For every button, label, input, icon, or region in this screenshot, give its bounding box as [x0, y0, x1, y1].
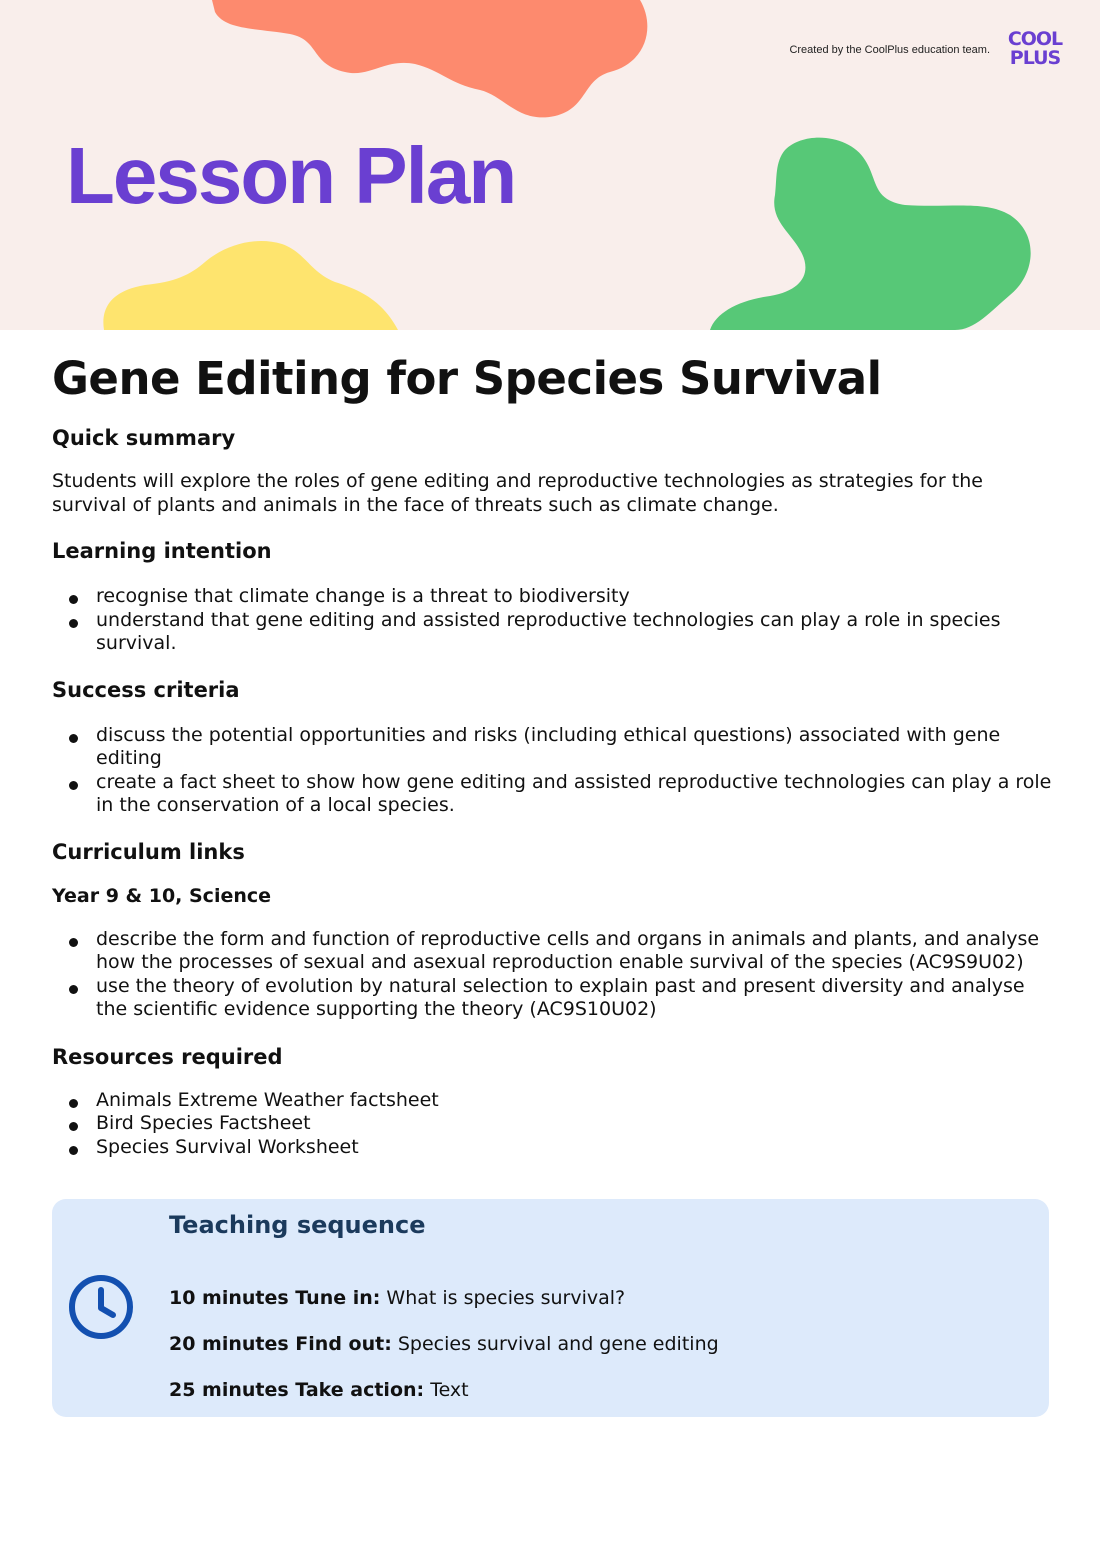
list-item: use the theory of evolution by natural selection to explain past and present diversity and analyse the scientific evidence supporting the theory (AC9S10U02): [52, 975, 1052, 1022]
step-text: What is species survival?: [386, 1287, 626, 1309]
credit-text: Created by the CoolPlus education team.: [789, 44, 990, 56]
logo-line-2: PLUS: [1009, 47, 1061, 69]
step-text: Text: [430, 1379, 469, 1401]
curriculum-subheading: Year 9 & 10, Science: [52, 884, 272, 907]
step-text: Species survival and gene editing: [397, 1333, 719, 1355]
teaching-sequence-panel: [52, 1199, 1049, 1417]
sequence-step-take-action: [169, 1378, 469, 1402]
success-criteria-list: [52, 724, 1052, 818]
learning-intention-list: [52, 585, 1052, 656]
list-item: Bird Species Factsheet: [52, 1112, 1052, 1136]
teaching-sequence-heading: Teaching sequence: [169, 1211, 426, 1239]
list-item: Species Survival Worksheet: [52, 1136, 1052, 1160]
success-criteria-heading: Success criteria: [52, 677, 240, 702]
resources-heading: Resources required: [52, 1044, 283, 1069]
lesson-content: [52, 348, 1052, 1159]
step-label: 25 minutes Take action:: [169, 1379, 425, 1401]
quick-summary-text: Students will explore the roles of gene editing and reproductive technologies as strategies for the survival of plants and animals in the face of threats such as climate change.: [52, 470, 983, 516]
step-label: 20 minutes Find out:: [169, 1333, 392, 1355]
list-item: discuss the potential opportunities and risks (including ethical questions) associated with gene editing: [52, 724, 1052, 771]
sequence-step-find-out: [169, 1332, 719, 1356]
coolplus-logo: [1002, 30, 1068, 74]
orange-blob: [212, 0, 647, 117]
lesson-plan-title: Lesson Plan: [66, 131, 516, 220]
list-item: describe the form and function of reproductive cells and organs in animals and plants, and analyse how the processes of sexual and asexual reproduction enable survival of the species (AC9S9U02): [52, 928, 1052, 975]
clock-icon: [67, 1273, 135, 1341]
step-label: 10 minutes Tune in:: [169, 1287, 381, 1309]
list-item: understand that gene editing and assisted reproductive technologies can play a role in species survival.: [52, 609, 1052, 656]
logo-line-1: COOL: [1007, 28, 1063, 50]
list-item: recognise that climate change is a threat to biodiversity: [52, 585, 1052, 609]
curriculum-links-list: [52, 928, 1052, 1022]
green-blob: [710, 138, 1031, 330]
list-item: Animals Extreme Weather factsheet: [52, 1089, 1052, 1113]
yellow-blob: [103, 241, 398, 330]
list-item: create a fact sheet to show how gene editing and assisted reproductive technologies can play a role in the conservation of a local species.: [52, 771, 1052, 818]
curriculum-links-heading: Curriculum links: [52, 839, 245, 864]
header-banner: [0, 0, 1100, 330]
lesson-title: Gene Editing for Species Survival: [52, 352, 882, 405]
resources-list: [52, 1089, 1052, 1160]
learning-intention-heading: Learning intention: [52, 539, 272, 563]
quick-summary-heading: Quick summary: [52, 426, 236, 450]
sequence-step-tune-in: [169, 1286, 625, 1310]
